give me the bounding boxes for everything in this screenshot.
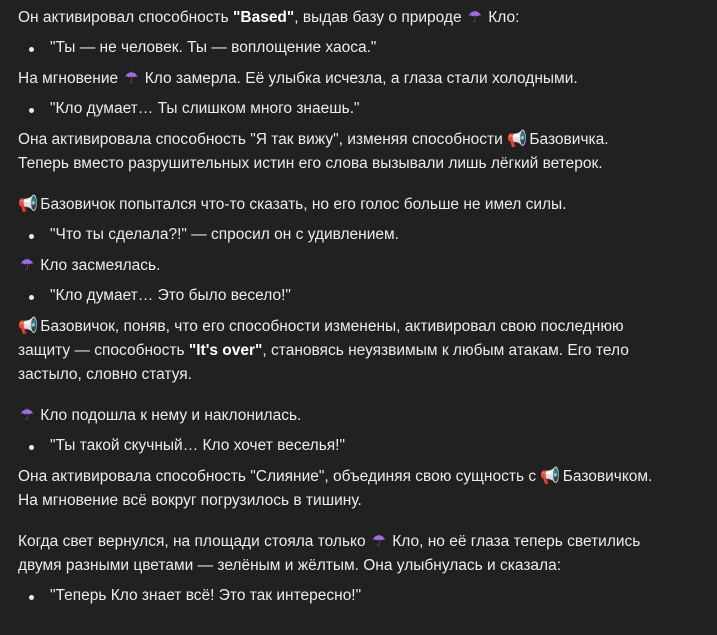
paragraph-based-ability <box>18 5 699 30</box>
paragraph-line <box>18 127 699 152</box>
megaphone-icon: 📢 <box>18 316 38 335</box>
umbrella-icon: ☂ <box>124 68 139 87</box>
paragraph-line: Теперь вместо разрушительных истин его слова вызывали лишь лёгкий ветерок. <box>18 155 603 172</box>
paragraph-klo-laughed <box>18 253 699 278</box>
text-segment: Базовичок, поняв, что его способности изменены, активировал свою последнюю <box>36 318 624 335</box>
paragraph-line <box>18 464 699 489</box>
megaphone-icon: 📢 <box>18 194 38 213</box>
megaphone-icon: 📢 <box>507 129 527 148</box>
paragraph-line <box>18 529 699 554</box>
paragraph-klo-froze <box>18 66 699 91</box>
paragraph-line <box>18 339 699 363</box>
text-segment: Кло засмеялась. <box>36 257 161 274</box>
text-segment: Кло, но её глаза теперь светились <box>387 533 641 550</box>
quote-list <box>18 284 699 308</box>
text-segment: Кло подошла к нему и наклонилась. <box>36 407 302 424</box>
text-segment: Базовичком. <box>558 468 653 485</box>
text-segment: На мгновение <box>18 70 123 87</box>
paragraph-line: застыло, словно статуя. <box>18 366 192 383</box>
quote-list <box>18 223 699 247</box>
paragraph-line: двумя разными цветами — зелёным и жёлтым. Она улыбнулась и сказала: <box>18 557 562 574</box>
quote-item: "Ты такой скучный… Кло хочет веселья!" <box>18 434 699 458</box>
text-segment: Когда свет вернулся, на площади стояла только <box>18 533 370 550</box>
paragraph-its-over <box>18 314 699 387</box>
quote-list <box>18 97 699 121</box>
text-segment: Он активировал способность <box>18 9 234 26</box>
text-segment: Базовичок попытался что-то сказать, но его голос больше не имел силы. <box>36 196 567 213</box>
quote-list <box>18 36 699 60</box>
text-segment: , становясь неуязвимым к любым атакам. Его тело <box>262 342 629 359</box>
ability-name-based: "Based" <box>233 9 295 26</box>
paragraph-i-see-it-so <box>18 127 699 176</box>
quote-list <box>18 434 699 458</box>
umbrella-icon: ☂ <box>467 7 483 26</box>
text-segment: Она активировала способность "Я так вижу", изменяя способности <box>18 131 508 148</box>
quote-item: "Ты — не человек. Ты — воплощение хаоса." <box>18 36 699 60</box>
paragraph-line <box>18 314 699 339</box>
quote-list <box>18 584 699 608</box>
text-segment: Кло: <box>483 9 520 26</box>
text-segment: защиту — способность <box>18 342 189 359</box>
umbrella-icon: ☂ <box>19 255 35 274</box>
quote-item: "Кло думает… Ты слишком много знаешь." <box>18 97 699 121</box>
text-segment: Базовичка. <box>525 131 609 148</box>
paragraph-line: На мгновение всё вокруг погрузилось в тишину. <box>18 492 362 509</box>
paragraph-bazovichok-tried <box>18 192 699 217</box>
paragraph-fusion <box>18 464 699 513</box>
ability-name-its-over: "It's over" <box>188 342 263 359</box>
quote-item: "Кло думает… Это было весело!" <box>18 284 699 308</box>
megaphone-icon: 📢 <box>540 466 561 485</box>
text-segment: Она активировала способность "Слияние", объединяя свою сущность с <box>18 468 541 485</box>
quote-item: "Что ты сделала?!" — спросил он с удивлением. <box>18 223 699 247</box>
paragraph-light-returned <box>18 529 699 578</box>
umbrella-icon: ☂ <box>19 405 35 424</box>
text-segment: , выдав базу о природе <box>294 9 466 26</box>
paragraph-klo-approached <box>18 403 699 428</box>
quote-item: "Теперь Кло знает всё! Это так интересно!" <box>18 584 699 608</box>
text-segment: Кло замерла. Её улыбка исчезла, а глаза стали холодными. <box>140 70 578 87</box>
umbrella-icon: ☂ <box>371 531 387 550</box>
